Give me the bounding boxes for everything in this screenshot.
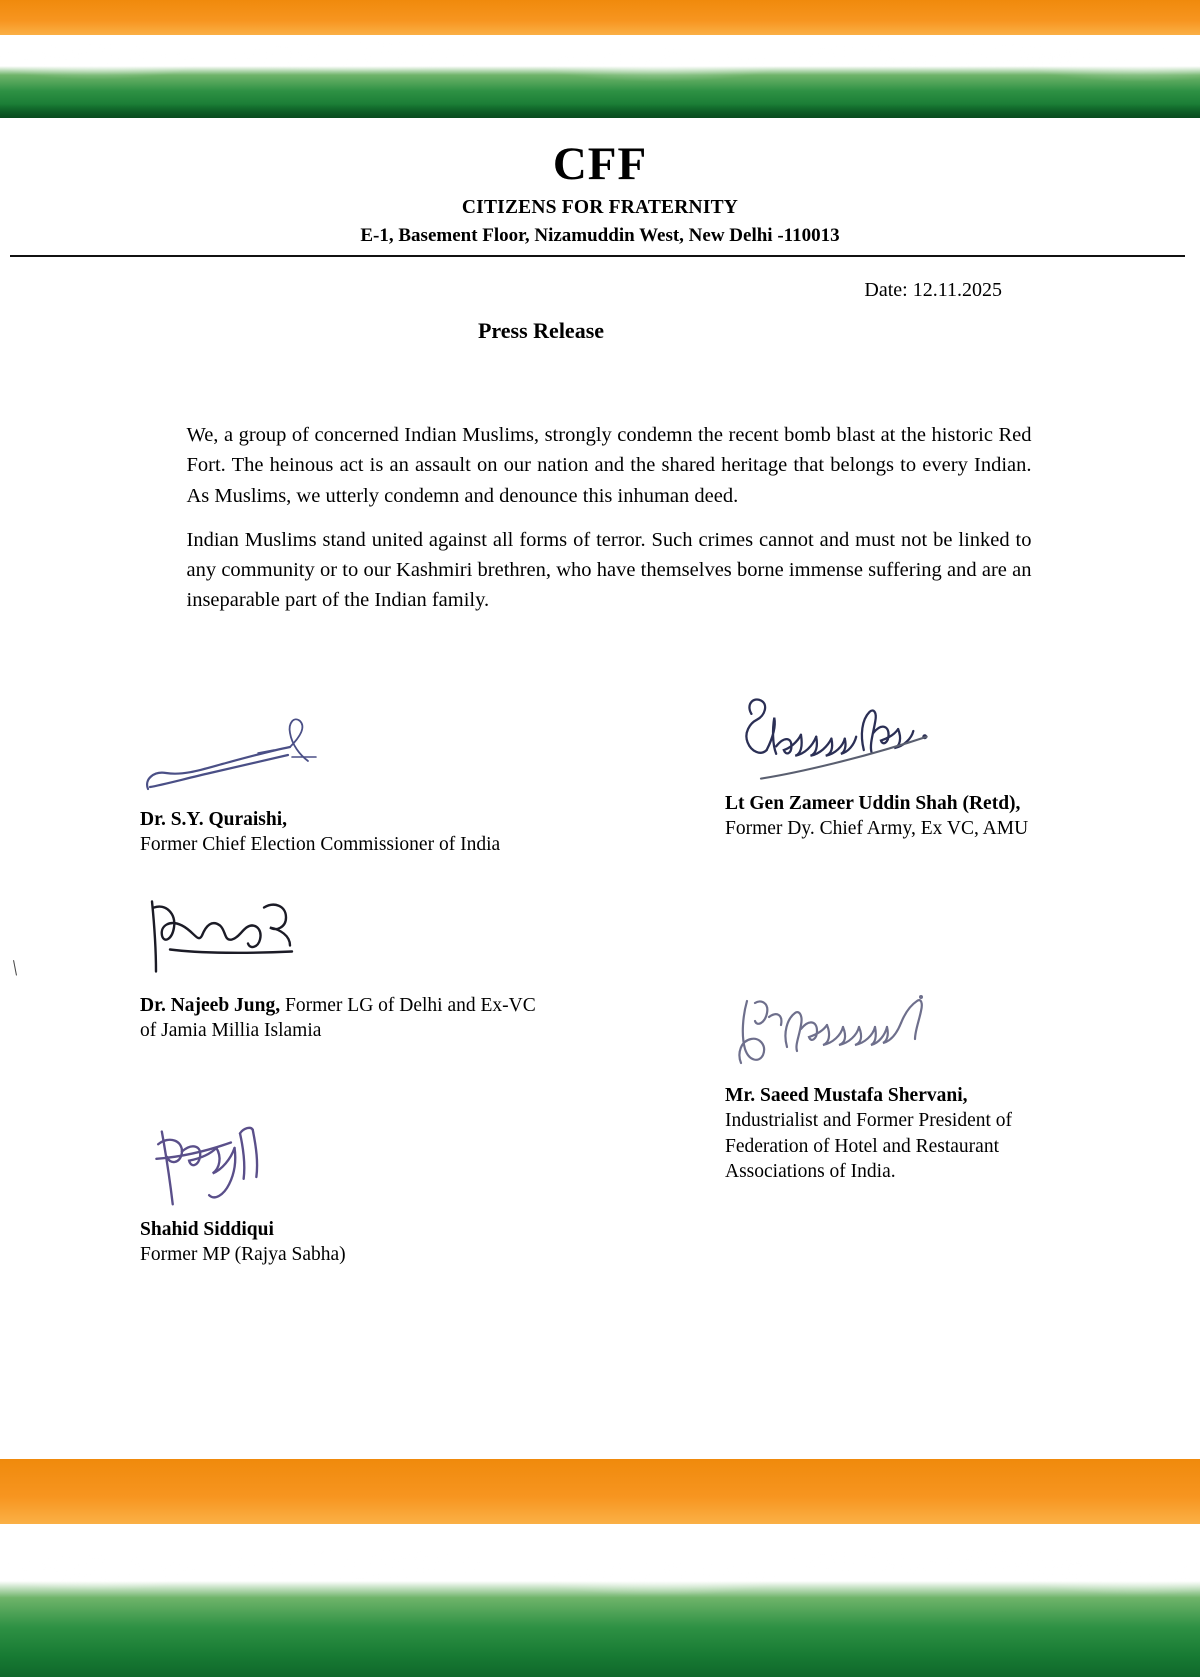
paragraph-2: Indian Muslims stand united against all forms of terror. Such crimes cannot and must not be linked to any community or to our Kashmiri brethren, who have themselves borne immense suffering and are an inseparable part of the Indian family. — [186, 528, 1032, 611]
organization-initials: CFF — [552, 138, 648, 190]
indian-flag-banner-bottom — [0, 1459, 1200, 1677]
signatory-title: Former MP (Rajya Sabha) — [140, 1244, 346, 1266]
signatory-caption-najeeb-jung — [140, 993, 540, 1044]
signatory-name: Mr. Saeed Mustafa Shervani, — [725, 1085, 968, 1107]
letterhead — [10, 118, 1190, 257]
signatory-name: Shahid Siddiqui — [140, 1219, 274, 1241]
signature-zameer-uddin-shah — [725, 691, 955, 791]
signatory-name: Dr. S.Y. Quraishi, — [140, 809, 288, 831]
letterhead-divider — [10, 255, 1185, 257]
flag-bottom-shadow — [0, 104, 1200, 118]
signature-shahid-siddiqui — [140, 1117, 340, 1217]
signatory-block-sy-quraishi — [140, 707, 540, 858]
signatory-block-saeed-mustafa-shervani — [725, 983, 1055, 1184]
signatory-name: Dr. Najeeb Jung, — [140, 995, 281, 1017]
signature-saeed-mustafa-shervani — [725, 983, 955, 1083]
signature-najeeb-jung — [140, 893, 350, 993]
letter-sheet — [10, 118, 1190, 1459]
signatory-title: Former LG of Delhi and Ex-VC of Jamia Millia Islamia — [140, 995, 536, 1042]
signature-section — [10, 707, 1190, 1347]
document-date: Date: 12.11.2025 — [864, 279, 1002, 302]
signatory-name: Lt Gen Zameer Uddin Shah (Retd), — [725, 793, 1021, 815]
signatory-caption-zameer-uddin-shah — [725, 791, 1055, 842]
signatory-title: Industrialist and Former President of Federation of Hotel and Restaurant Associations of India. — [725, 1110, 1013, 1183]
signatory-title: Former Chief Election Commissioner of India — [140, 834, 501, 856]
document-body — [10, 279, 1190, 1347]
signatory-block-zameer-uddin-shah — [725, 691, 1055, 842]
signature-sy-quraishi — [140, 707, 360, 807]
flag-cloth-texture — [0, 1459, 1200, 1677]
paragraph-1: We, a group of concerned Indian Muslims, strongly condemn the recent bomb blast at the historic Red Fort. The heinous act is an assault on our nation and the shared heritage that belongs to every Indian. As Muslims, we utterly condemn and denounce this inhuman deed. — [186, 424, 1032, 507]
flag-cloth-texture — [0, 0, 1200, 118]
signatory-block-shahid-siddiqui — [140, 1117, 540, 1268]
signatory-caption-sy-quraishi — [140, 807, 540, 858]
press-release-text — [169, 420, 1032, 615]
signatory-title: Former Dy. Chief Army, Ex VC, AMU — [725, 818, 1029, 840]
organization-name: CITIZENS FOR FRATERNITY — [461, 197, 739, 219]
signatory-caption-saeed-mustafa-shervani — [725, 1083, 1055, 1184]
organization-address: E-1, Basement Floor, Nizamuddin West, New Delhi -110013 — [360, 225, 840, 247]
signatory-block-najeeb-jung — [140, 893, 540, 1044]
signatory-caption-shahid-siddiqui — [140, 1217, 540, 1268]
document-title: Press Release — [477, 318, 605, 344]
indian-flag-banner-top — [0, 0, 1200, 118]
stray-pen-mark: \ — [10, 955, 20, 981]
